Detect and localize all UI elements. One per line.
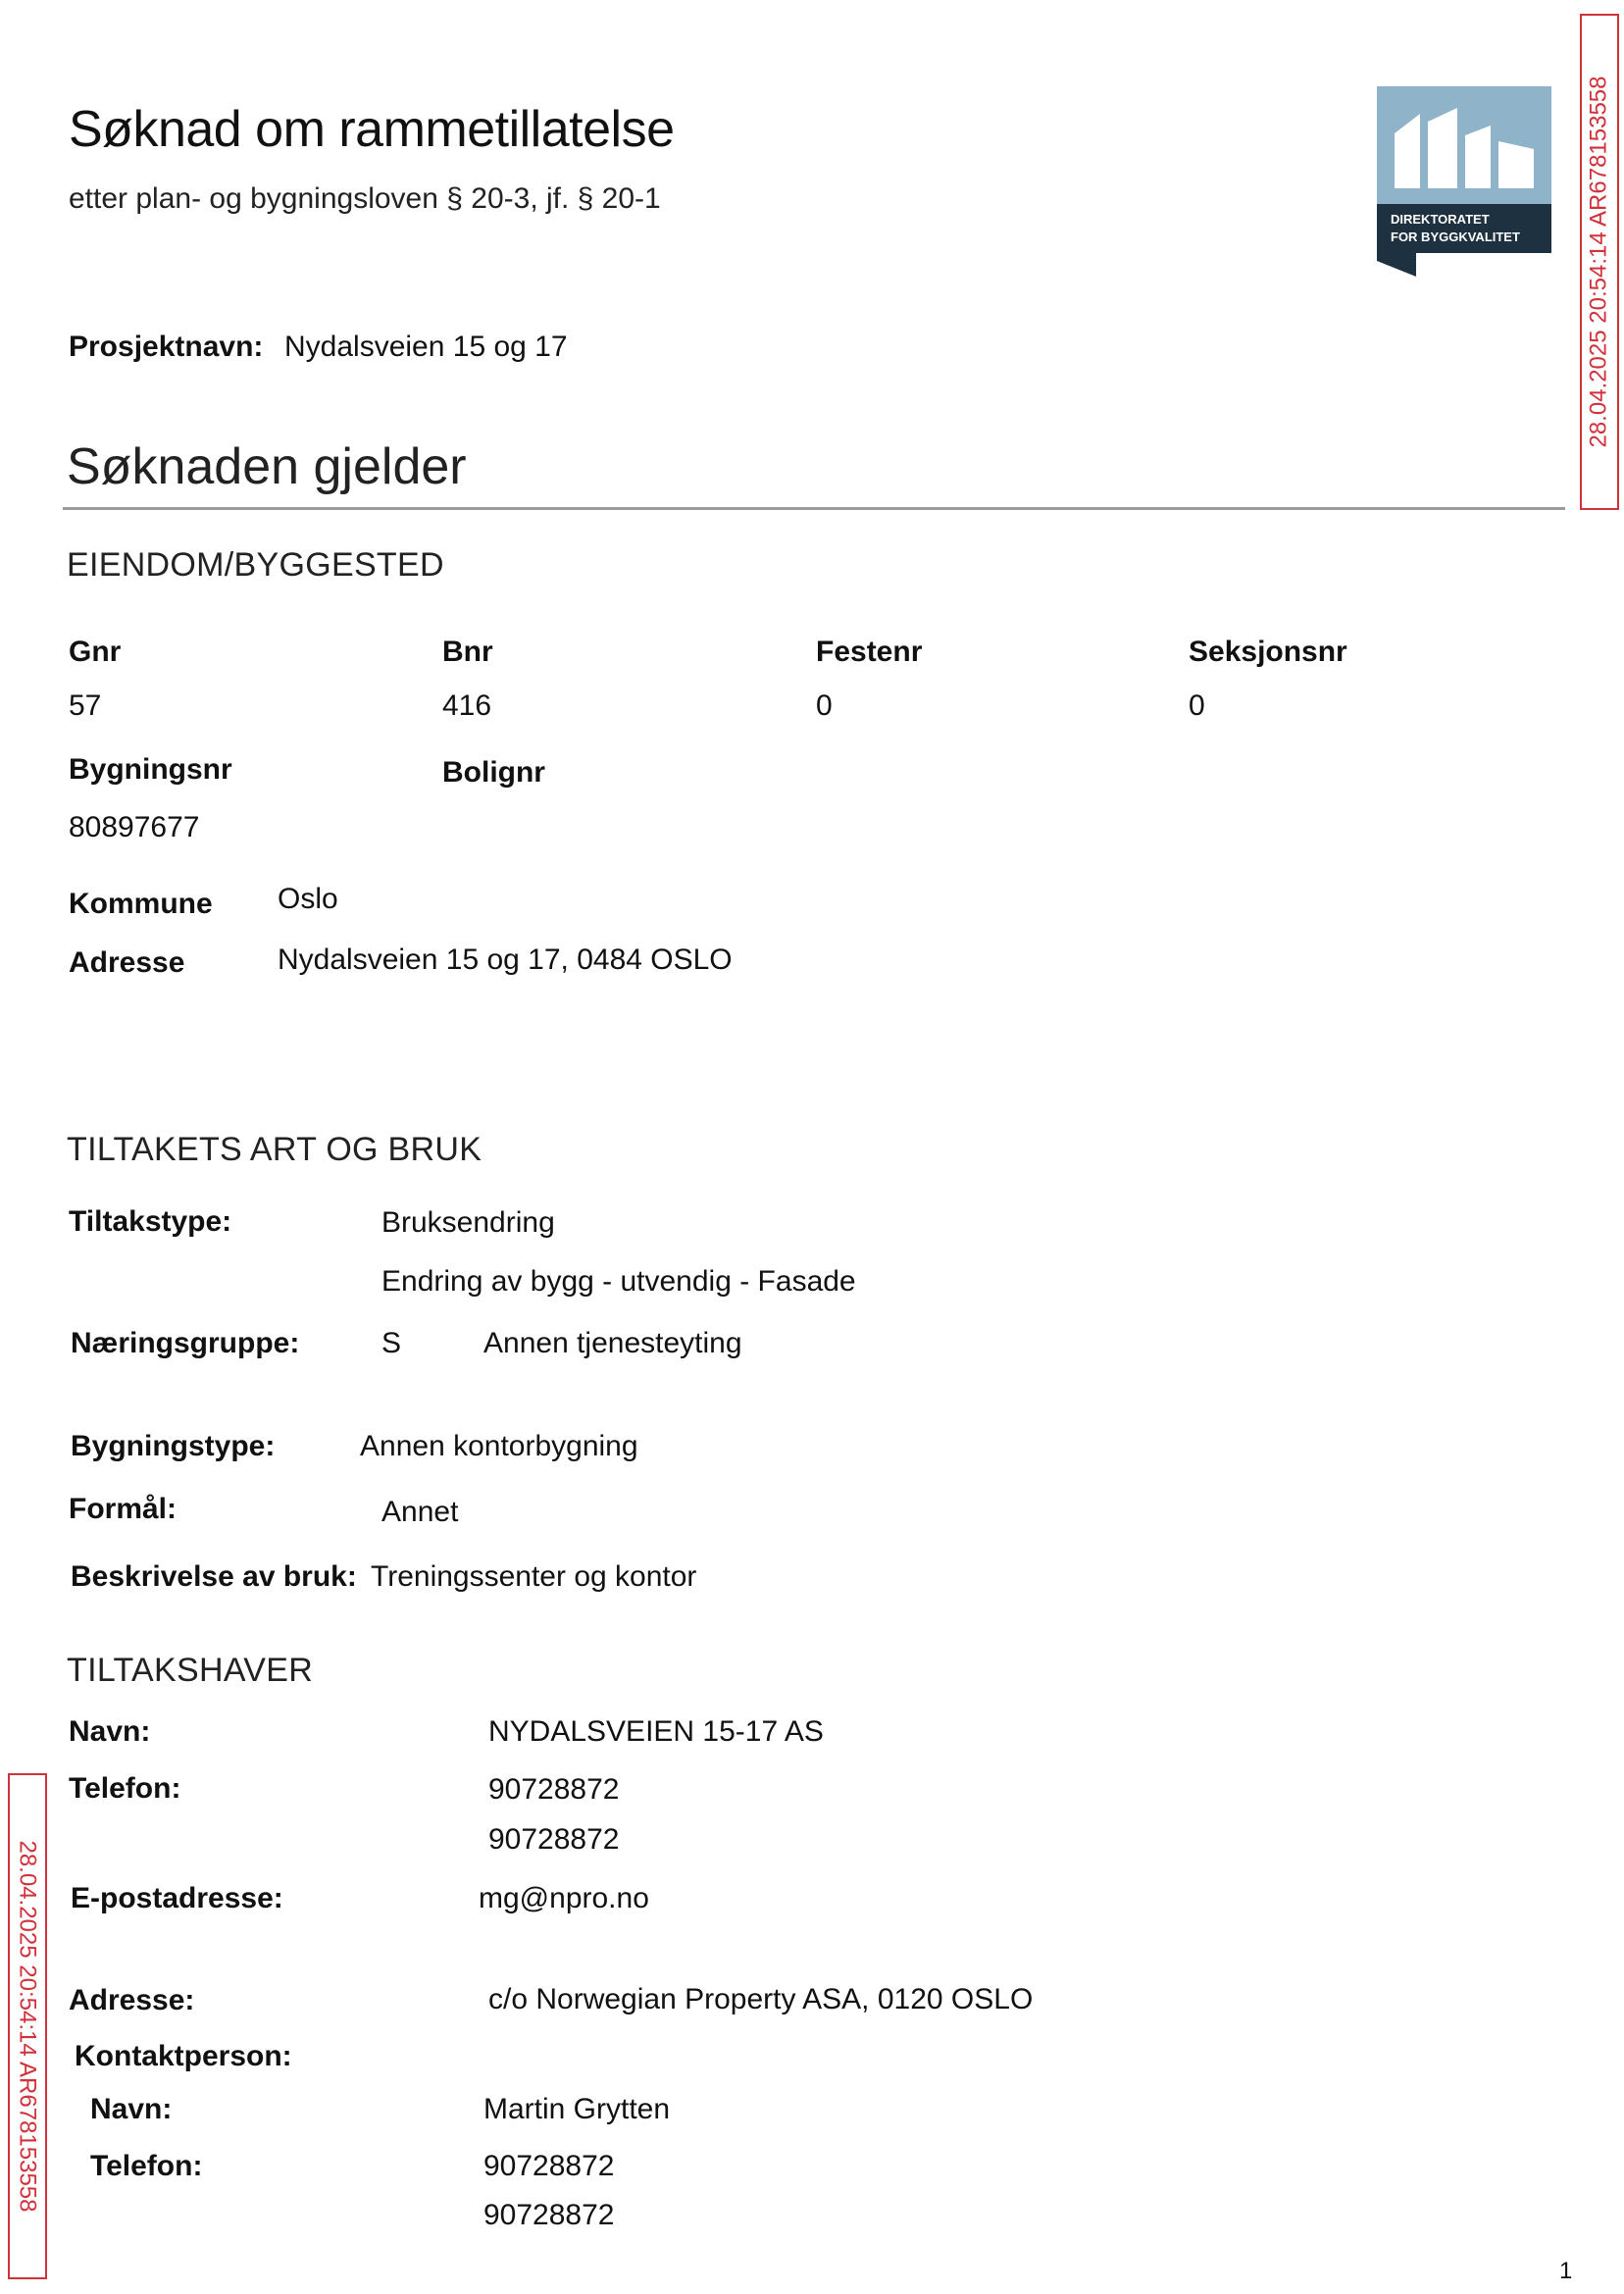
festenr-value: 0: [816, 689, 833, 722]
kontakt-navn-label: Navn:: [90, 2093, 173, 2125]
naeringsgruppe-label: Næringsgruppe:: [71, 1327, 300, 1359]
formaal-value: Annet: [381, 1496, 459, 1528]
kommune-value: Oslo: [278, 883, 338, 915]
project-name-label: Prosjektnavn:: [69, 331, 264, 363]
seksjonsnr-value: 0: [1189, 689, 1205, 722]
gnr-label: Gnr: [69, 636, 122, 668]
section-title: Søknaden gjelder: [67, 438, 467, 495]
document-title: Søknad om rammetillatelse: [69, 101, 675, 158]
tiltakshaver-adresse-label: Adresse:: [69, 1984, 195, 2016]
tiltakstype-label: Tiltakstype:: [69, 1205, 232, 1238]
adresse-value: Nydalsveien 15 og 17, 0484 OSLO: [278, 943, 733, 976]
svg-text:DIREKTORATET: DIREKTORATET: [1391, 212, 1490, 227]
beskrivelse-value: Treningssenter og kontor: [371, 1560, 697, 1593]
tiltakshaver-telefon-value-2: 90728872: [488, 1823, 620, 1856]
timestamp-stamp-top: 28.04.2025 20:54:14 AR678153558: [1580, 14, 1619, 510]
epost-label: E-postadresse:: [71, 1882, 283, 1914]
bygningsnr-label: Bygningsnr: [69, 753, 232, 786]
gnr-value: 57: [69, 689, 102, 722]
page-number: 1: [1559, 2258, 1573, 2284]
kontakt-telefon-label: Telefon:: [90, 2150, 203, 2182]
tiltak-heading: TILTAKETS ART OG BRUK: [67, 1131, 482, 1168]
kontakt-telefon-value-1: 90728872: [483, 2150, 615, 2182]
beskrivelse-label: Beskrivelse av bruk:: [71, 1560, 357, 1593]
bnr-value: 416: [442, 689, 492, 722]
document-subtitle: etter plan- og bygningsloven § 20-3, jf. § 20-1: [69, 182, 661, 215]
tiltakshaver-telefon-label: Telefon:: [69, 1772, 181, 1805]
festenr-label: Festenr: [816, 636, 923, 668]
bnr-label: Bnr: [442, 636, 493, 668]
tiltakshaver-navn-value: NYDALSVEIEN 15-17 AS: [488, 1715, 824, 1748]
tiltakshaver-adresse-value: c/o Norwegian Property ASA, 0120 OSLO: [488, 1983, 1034, 2015]
kontakt-navn-value: Martin Grytten: [483, 2093, 671, 2125]
tiltakshaver-telefon-value-1: 90728872: [488, 1773, 620, 1806]
naeringsgruppe-value: Annen tjenesteyting: [483, 1327, 742, 1359]
formaal-label: Formål:: [69, 1493, 178, 1525]
tiltakshaver-navn-label: Navn:: [69, 1715, 151, 1748]
tiltakstype-value-1: Bruksendring: [381, 1206, 555, 1239]
svg-text:FOR BYGGKVALITET: FOR BYGGKVALITET: [1391, 229, 1520, 244]
kommune-label: Kommune: [69, 888, 213, 920]
adresse-label: Adresse: [69, 946, 185, 979]
bolignr-label: Bolignr: [442, 756, 545, 789]
bygningstype-label: Bygningstype:: [71, 1430, 276, 1462]
tiltakshaver-heading: TILTAKSHAVER: [67, 1652, 314, 1689]
kontakt-telefon-value-2: 90728872: [483, 2199, 615, 2231]
naeringsgruppe-code: S: [381, 1327, 402, 1359]
kontaktperson-label: Kontaktperson:: [75, 2040, 292, 2072]
dibk-logo-icon: [1377, 86, 1551, 277]
seksjonsnr-label: Seksjonsnr: [1189, 636, 1347, 668]
eiendom-heading: EIENDOM/BYGGESTED: [67, 546, 444, 584]
project-name-value: Nydalsveien 15 og 17: [284, 331, 568, 363]
bygningstype-value: Annen kontorbygning: [360, 1430, 638, 1462]
epost-value: mg@npro.no: [479, 1882, 649, 1914]
bygningsnr-value: 80897677: [69, 811, 200, 843]
timestamp-stamp-bottom: 28.04.2025 20:54:14 AR678153558: [8, 1773, 47, 2279]
tiltakstype-value-2: Endring av bygg - utvendig - Fasade: [381, 1265, 856, 1298]
section-divider: [63, 507, 1565, 510]
dibk-logo: [1377, 86, 1551, 277]
